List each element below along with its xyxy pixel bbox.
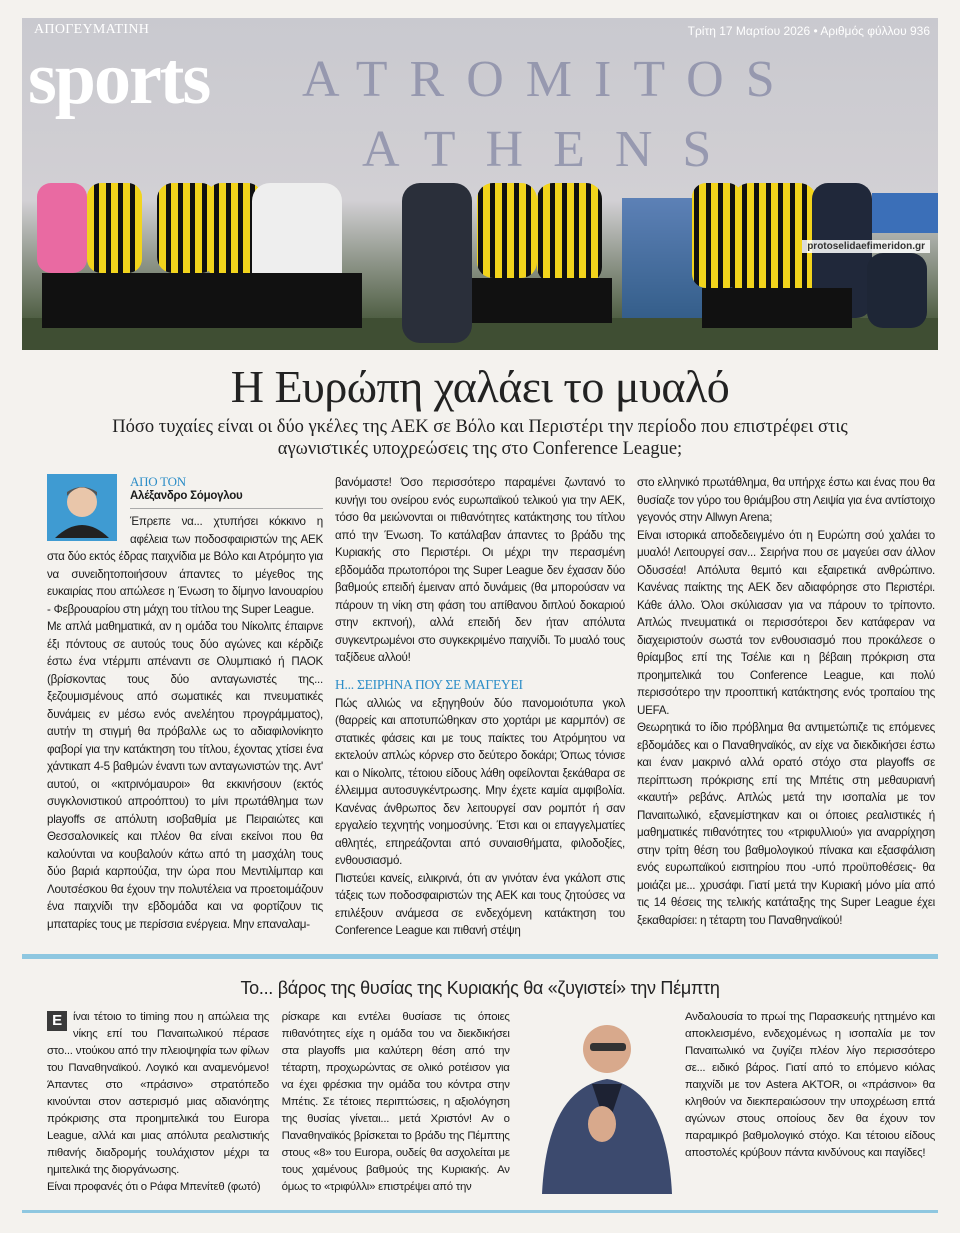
coach-photo (522, 1009, 672, 1194)
paragraph: Πώς αλλιώς να εξηγηθούν δύο πανομοιότυπα γκολ (θαρρείς και αποτυπώθηκαν στο χορτάρι με καρμπόν) σε στατικές φάσεις και με τους παίκτες του Ατρόμητου να εκτελούν απλώς κόρνερ στο δεύτερο δοκάρι; Όπως τόνισε και ο Νίκολιτς, τέτοιου είδους λάθη οφείλονται ξεκάθαρα σε έλλειμμα αυτοσυγκέντρωσης. Μην έχετε καμία αμφιβολία. Κανένας άνθρωπος δεν λειτουργεί σαν ρομπότ ή σαν εργαλείο τεχνητής νοημοσύνης. Έτσι και οι επαγγελματίες αθλητές, επηρεάζονται από συναισθήματα, φιλοδοξίες, ενθουσιασμό. (335, 696, 625, 867)
stadium-wall-lettering: ATHENS (362, 121, 742, 178)
paragraph: Είναι προφανές ότι ο Ράφα Μπενίτεθ (φωτό) (47, 1180, 261, 1193)
byline (130, 474, 323, 513)
article2-headline: Το... βάρος της θυσίας της Κυριακής θα «ζυγιστεί» την Πέμπτη (240, 977, 720, 998)
paragraph: Θεωρητικά το ίδιο πρόβλημα θα αντιμετώπιζε τις επόμενες εβδομάδες και ο Παναθηναϊκός, αν είχε να διεκδικήσει έστω και έναν μακρινό αλλά ορατό στόχο στα playoffs σε περίπτωση πρόκρισης επί της Μπέτις στη μεθαυριανή «καυτή» ρεβάνς. Απλώς μετά την ισοπαλία με τον Παναιτωλικό, εξανεμίστηκαν και οι όποιες ρεαλιστικές ή μαθηματικές πιθανότητες του «τριφυλλιού» για αναρρίχηση στην τρίτη θέση του βαθμολογικού πίνακα και εξασφάλιση ενός ευρωπαϊκού εισιτηρίου που -υπό προϋποθέσεις- θα μοιάζει με... χρυσάφι. Γιατί μετά την Κυριακή μόνο μία από τις 14 θέσεις της τελικής κατάταξης της Super League έχει ξεκαθαρίσει: η τέταρτη του Παναθηναϊκού! (637, 721, 935, 927)
paragraph-text: ίναι τέτοιο το timing που η απώλεια της νίκης επί του Παναιτωλικού πέρασε στο... ντούκου από την πλειοψηφία των φίλων του Παναθηναϊκού. Λογικό και αναμενόμενο! Άπαντες στο «πράσινο» στρατόπεδο κινούνται στον αστερισμό μιας αδιανόητης πρόκρισης στα προημιτελικά του Europa League, αλλά και μιας απόλυτα ρεαλιστικής πιθανής διαδρομής τουλάχιστον μέχρι τα ημιτελικά της διοργάνωσης. (47, 1010, 269, 1176)
article1-column-3 (637, 474, 935, 929)
paragraph: Πιστεύει κανείς, ειλικρινά, ότι αν γινόταν ένα γκάλοπ στις τάξεις των ποδοσφαιριστών της ΑΕΚ και τους ζητούσες να επιλέξουν ανάμεσα σε ενδεχόμενη κατάκτηση του Conference League και πιθανή στέψη (335, 871, 625, 937)
paragraph: Έπρεπε να... χτυπήσει κόκκινο η αφέλεια των ποδοσφαιριστών της ΑΕΚ στα δύο εκτός έδρας παιχνίδια με Βόλο και Ατρόμητο για να συνειδητοποιήσουν άπαντες το μέγεθος της ευκαιρίας που απώλεσε η Ένωση το δίμηνο Ιανουαρίου - Φεβρουαρίου στη μάχη του τίτλου της Super League. (47, 515, 323, 616)
byline-label: ΑΠΟ ΤΟΝ (130, 474, 186, 489)
article2-column-3 (685, 1009, 935, 1162)
headline: Η Ευρώπη χαλάει το μυαλό (230, 361, 730, 412)
paragraph: ρίσκαρε και εντέλει θυσίασε τις όποιες πιθανότητες είχε η ομάδα του να διεκδικήσει στα playoffs μια καλύτερη θέση από την τέταρτη, προχωρώντας σε ολικό ροτέισον για να έχει φρέσκια την ομάδα του κόντρα στην Μπέτις. Σε τέτοιες περιπτώσεις, η αξιολόγηση της θυσίας γίνεται... μετά Χριστόν! Αν ο Παναθηναϊκός βρίσκεται το βράδυ της Πέμπτης στους «8» του Europa, ουδείς θα ασχολείται με τους χαμένους βαθμούς της Κυριακής. Αν όμως το «τριφύλλι» επιστρέψει από την (281, 1010, 510, 1193)
section-logo: sports (28, 38, 210, 120)
author-avatar (47, 474, 117, 541)
article2-body (47, 1009, 935, 1196)
drop-cap: Ε (47, 1011, 67, 1031)
watermark: protoselidaefimeridon.gr (802, 240, 930, 253)
article1-column-2 (335, 474, 625, 940)
article2-column-1 (47, 1009, 269, 1196)
author-name: Αλέξανδρο Σόμογλου (130, 490, 243, 502)
dateline: Τρίτη 17 Μαρτίου 2026 • Αριθμός φύλλου 936 (687, 24, 930, 38)
paragraph (47, 1009, 269, 1179)
article2-column-2 (282, 1009, 510, 1196)
stadium-wall-lettering: ATROMITOS (302, 51, 797, 108)
section-subhead: Η... ΣΕΙΡΗΝΑ ΠΟΥ ΣΕ ΜΑΓΕΥΕΙ (335, 676, 523, 692)
paragraph: στο ελληνικό πρωτάθλημα, θα υπήρχε έστω και ένας που θα θυσίαζε τον γύρο του θριάμβου στη Λειψία για ένα αντίστοιχο γεγονός στην Allwyn Arena; (637, 476, 935, 524)
paragraph: Με απλά μαθηματικά, αν η ομάδα του Νίκολιτς έπαιρνε έξι πόντους σε αυτούς τους δύο αγώνες και κέρδιζε έστω ένα ντέρμπι απέναντι σε Ολυμπιακό ή ΠΑΟΚ (βρίσκοντας τους δύο ανταγωνιστές της... ξεζουμισμένους από σωματικές και πνευματικές δυνάμεις εν μέσω ενός ανελέητου προγράμματος), αυτήν τη στιγμή θα πρόβαλλε ως το αδιαφιλονίκητο φαβορί για την κατάκτηση του τίτλου, έχοντας χτίσει ένα χάντικαπ 4-5 βαθμών έναντι των ανταγωνιστών της. Αντ' αυτού, οι «κιτρινόμαυροι» θα εκκινήσουν (εκτός συγκλονιστικού απροόπτου) το μίνι πρωτάθλημα των playoffs σε απόλυτη ισοβαθμία με Πειραιώτες και Θεσσαλονικείς και πλέον θα είναι εκείνοι που θα καλούνται να κουβαλούν κάτω από τη μασχάλη τους δύο βαριά καρπούζια, την ώρα που Μεντιλίμπαρ και Λουτσέσκου θα έχουν την πολυτέλεια να προετοιμάζουν ένα παιχνίδι την εβδομάδα και να φορτίζουν τις μπαταρίες τους με περίσσια ενέργεια. Μην επαναλαμ- (47, 620, 323, 931)
byline-rule (130, 508, 323, 509)
article1-column-1 (47, 474, 323, 933)
subheadline: Πόσο τυχαίες είναι οι δύο γκέλες της ΑΕΚ σε Βόλο και Περιστέρι την περίοδο που επιστρέφει στις αγωνιστικές υποχρεώσεις της στο Conference League; (112, 417, 848, 459)
paragraph: βανόμαστε! Όσο περισσότερο παραμένει ζωντανό το κυνήγι του ονείρου ενός ευρωπαϊκού τελικού για την ΑΕΚ, τόσο θα μειώνονται οι πιθανότητες κατάκτησης του τίτλου από την Ένωση. Το κατάλαβαν άπαντες το βράδυ της Κυριακής στο Περιστέρι. Οι μέχρι την περασμένη εβδομάδα πρωτοπόροι της Super League δεν έχασαν δύο βαθμούς επειδή έμειναν από δυνάμεις (θα μπορούσαν να πάρουν τη νίκη στη φάση του απίθανου διπλού δοκαριού στην εκπνοή), αλλά επειδή δεν ήταν απόλυτα συγκεντρωμένοι στο συγκεκριμένο παιχνίδι. Το μυαλό τους ταξίδευε αλλού! (335, 476, 625, 664)
bottom-divider (22, 1210, 938, 1213)
paragraph: Είναι ιστορικά αποδεδειγμένο ότι η Ευρώπη σού χαλάει το μυαλό! Λειτουργεί σαν... Σειρήνα που σε μαγεύει σαν άλλον Οδυσσέα! Απόλυτα θεμιτό και εξαιρετικά ανθρώπινο. Κανένας παίκτης της ΑΕΚ δεν αδιαφόρησε στο Περιστέρι. Κάθε άλλο. Όλοι σκύλιασαν για να πάρουν το τρίποντο. Απλώς πνευματικά οι περισσότεροι δεν κατάφεραν να διαχειριστούν σωστά τον ενθουσιασμό που προκάλεσε ο θρίαμβος επί της Τσέλιε και η βέβαιη πρόκριση στα προημιτελικά του Conference League, και πολύ περισσότερο την προοπτική κατάκτησης ενός τροπαίου της UEFA. (637, 528, 935, 717)
paragraph: Ανδαλουσία το πρωί της Παρασκευής ηττημένο και αποκλεισμένο, ενδεχομένως η ισοπαλία με τον Παναιτωλικό να ζυγίζει πλέον λίγο περισσότερο σε... ειδικό βάρος. Γιατί από το επόμενο κιόλας παιχνίδι με τον Astera AKTOR, οι «πράσινοι» θα κληθούν να διεκπεραιώσουν την υποχρέωση επτά αγώνων στους οποίους δεν θα έχουν τον παραμικρό βαθμολογικό στόχο. Και τέτοιου είδους αποστολές κρύβουν πάντα κινδύνους και παγίδες! (684, 1010, 935, 1159)
hero-photo (22, 18, 938, 350)
article1-body (47, 474, 935, 940)
section-divider (22, 954, 938, 959)
publication-name: ΑΠΟΓΕΥΜΑΤΙΝΗ (34, 22, 150, 37)
